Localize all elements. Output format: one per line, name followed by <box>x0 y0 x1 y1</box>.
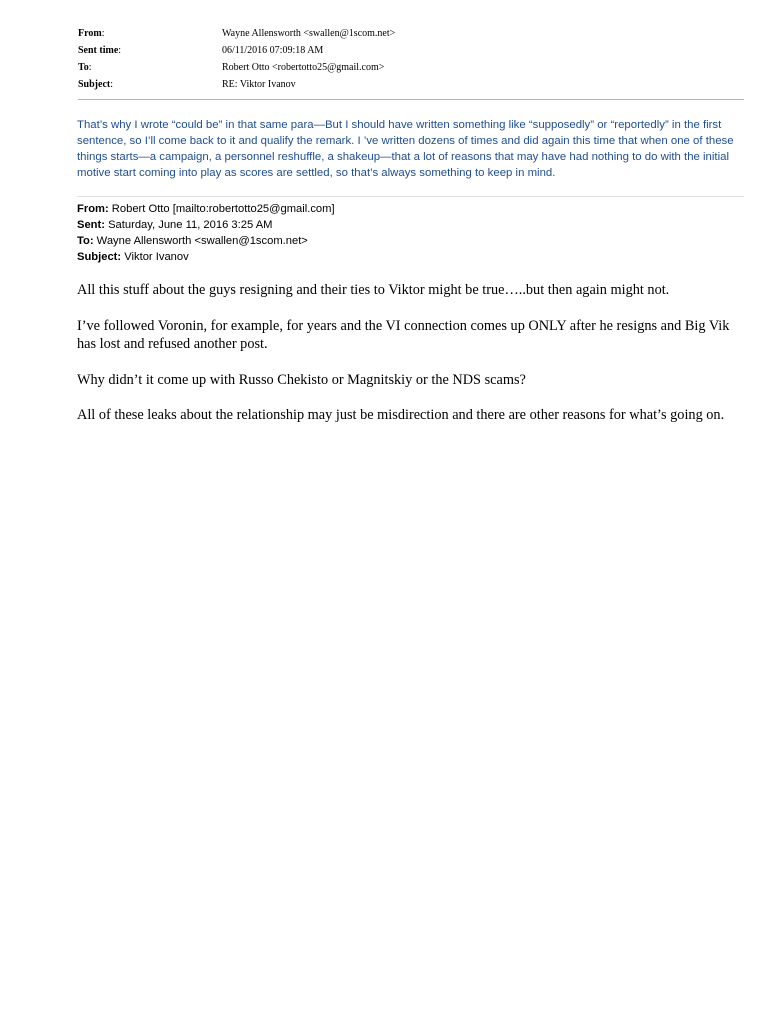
original-from <box>77 201 745 217</box>
body-paragraph: All this stuff about the guys resigning and their ties to Viktor might be true…..but then again might not. <box>77 282 670 298</box>
from-value: Wayne Allensworth <swallen@1scom.net> <box>222 28 396 39</box>
body-paragraph: I’ve followed Voronin, for example, for years and the VI connection comes up ONLY after he resigns and Big Vik has lost and refused another post. <box>77 317 730 352</box>
original-message-header <box>77 201 745 265</box>
sent-time-value: 06/11/2016 07:09:18 AM <box>222 45 324 56</box>
original-to-value: Wayne Allensworth <swallen@1scom.net> <box>93 235 308 247</box>
original-subject-label: Subject: <box>77 251 122 263</box>
from-label: From: <box>78 28 105 39</box>
email-header <box>78 25 744 93</box>
original-to <box>77 233 745 249</box>
header-row-to <box>78 59 744 76</box>
original-subject-value: Viktor Ivanov <box>121 251 189 263</box>
header-row-from <box>78 25 744 42</box>
original-sent <box>77 217 745 233</box>
original-subject <box>77 249 745 265</box>
message-body <box>77 281 747 442</box>
reply-divider <box>77 196 744 197</box>
sent-time-label: Sent time: <box>78 45 122 56</box>
to-label: To: <box>78 62 92 73</box>
original-to-label: To: <box>77 235 94 247</box>
subject-value: RE: Viktor Ivanov <box>222 79 296 90</box>
body-paragraph: Why didn’t it come up with Russo Chekisto or Magnitskiy or the NDS scams? <box>77 371 526 388</box>
original-from-label: From: <box>77 203 109 215</box>
header-divider <box>78 99 744 100</box>
header-row-sent <box>78 42 744 59</box>
subject-label: Subject: <box>78 79 114 90</box>
body-paragraph: All of these leaks about the relationship may just be misdirection and there are other reasons for what’s going on. <box>77 407 725 423</box>
original-from-value: Robert Otto [mailto:robertotto25@gmail.com] <box>108 203 335 215</box>
to-value: Robert Otto <robertotto25@gmail.com> <box>222 62 385 73</box>
reply-paragraph: That’s why I wrote “could be” in that same para—But I should have written something like “supposedly” or “reportedly” in the first sentence, so I’ll come back to it and qualify the remark. I ’ve written dozens of times and did again this time that when one of these things starts—a campaign, a personnel reshuffle, a shakeup—that a lot of reasons that may have had nothing to do with the initial motive start coming into play as scores are settled, so that’s always something to keep in mind. <box>77 119 734 179</box>
original-sent-label: Sent: <box>77 219 105 231</box>
header-row-subject <box>78 76 744 93</box>
original-sent-value: Saturday, June 11, 2016 3:25 AM <box>104 219 273 231</box>
